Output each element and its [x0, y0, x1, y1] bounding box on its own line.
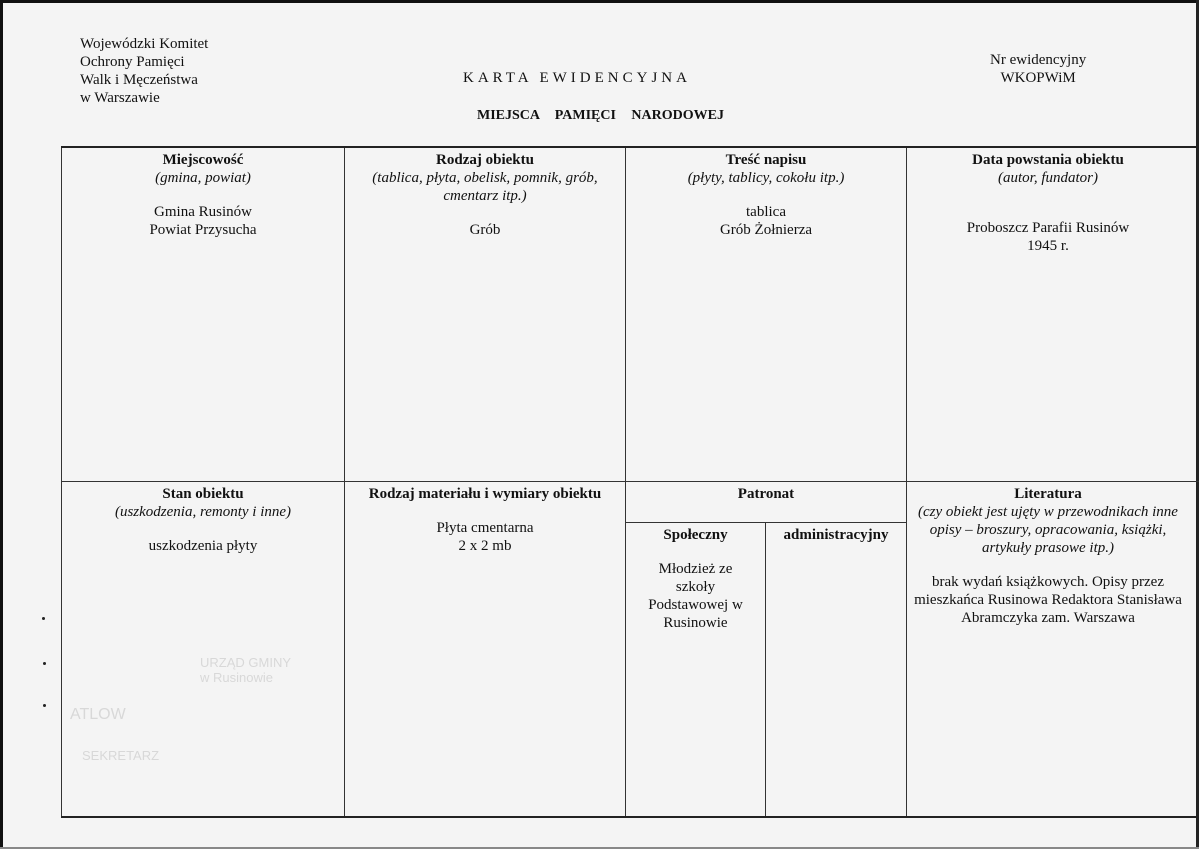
value: Podstawowej w [648, 597, 743, 613]
heading: Patronat [737, 486, 795, 502]
document-subtitle: MIEJSCA PAMIĘCI NARODOWEJ [477, 108, 724, 123]
scan-edge-left [0, 0, 3, 849]
org-line: Ochrony Pamięci [80, 54, 185, 70]
scan-speck [42, 617, 45, 620]
table-border-left [61, 148, 62, 816]
stamp-line: ATLOW [70, 706, 126, 723]
value: Proboszcz Parafii Rusinów [966, 220, 1130, 236]
value: Płyta cmentarna [436, 520, 534, 536]
row-divider [625, 522, 906, 523]
row-divider [61, 481, 1199, 482]
heading: Społeczny [663, 527, 728, 543]
heading: Rodzaj materiału i wymiary obiektu [368, 486, 602, 502]
subheading: (uszkodzenia, remonty i inne) [114, 504, 292, 520]
subheading: (płyty, tablicy, cokołu itp.) [687, 170, 845, 186]
stamp-line: SEKRETARZ [82, 748, 160, 763]
value: 1945 r. [1027, 238, 1069, 254]
cell-miejscowosc [65, 151, 341, 239]
column-divider [906, 148, 907, 816]
value: 2 x 2 mb [458, 538, 512, 554]
column-divider [344, 148, 345, 816]
scan-speck [43, 662, 46, 665]
registry-value: WKOPWiM [1000, 70, 1076, 86]
cell-tresc-napisu [630, 151, 902, 239]
value: uszkodzenia płyty [148, 538, 258, 554]
organization-name [80, 35, 208, 107]
value: tablica [746, 204, 786, 220]
heading: Miejscowość [162, 152, 244, 168]
registry-label: Nr ewidencyjny [990, 52, 1087, 68]
value: Grób [469, 222, 501, 238]
value: Powiat Przysucha [149, 222, 257, 238]
heading: Rodzaj obiektu [436, 152, 534, 168]
org-line: Wojewódzki Komitet [80, 36, 209, 52]
value: Grób Żołnierza [719, 222, 813, 238]
cell-stan-obiektu [65, 485, 341, 555]
heading: Data powstania obiektu [972, 152, 1124, 168]
value: szkoły [675, 579, 716, 595]
subheading: (czy obiekt jest ujęty w przewodnikach inne opisy – broszury, opracowania, książki, artykuły prasowe itp.) [918, 504, 1178, 556]
cell-rodzaj-obiektu [349, 151, 621, 239]
subheading: (gmina, powiat) [155, 170, 251, 186]
faded-stamp [70, 655, 291, 763]
scan-edge-top [0, 0, 1199, 3]
cell-literatura [911, 485, 1185, 627]
stamp-line: w Rusinowie [200, 670, 273, 685]
registry-number [990, 51, 1086, 87]
stamp-line: URZĄD GMINY [200, 655, 291, 670]
heading: Treść napisu [725, 152, 807, 168]
cell-patronat-administracyjny [767, 526, 905, 544]
value: Młodzież ze [658, 561, 733, 577]
org-line: Walk i Męczeństwa [80, 72, 198, 88]
document-title: KARTA EWIDENCYJNA [463, 70, 691, 86]
cell-data-powstania [911, 151, 1185, 255]
value: Gmina Rusinów [154, 204, 252, 220]
heading: administracyjny [783, 527, 889, 543]
column-divider [765, 522, 766, 816]
heading: Stan obiektu [162, 486, 244, 502]
org-line: w Warszawie [80, 90, 160, 106]
subheading: (autor, fundator) [997, 170, 1098, 186]
cell-rodzaj-materialu [349, 485, 621, 555]
subheading: (tablica, płyta, obelisk, pomnik, grób, cmentarz itp.) [372, 170, 598, 204]
value: Rusinowie [663, 615, 728, 631]
heading: Literatura [1014, 486, 1082, 502]
value: brak wydań książkowych. Opisy przez mieszkańca Rusinowa Redaktora Stanisława Abramczyka zam. Warszawa [914, 574, 1182, 626]
scan-speck [43, 704, 46, 707]
column-divider [625, 148, 626, 816]
cell-patronat-spoleczny [629, 526, 762, 632]
cell-patronat-heading [630, 485, 902, 503]
